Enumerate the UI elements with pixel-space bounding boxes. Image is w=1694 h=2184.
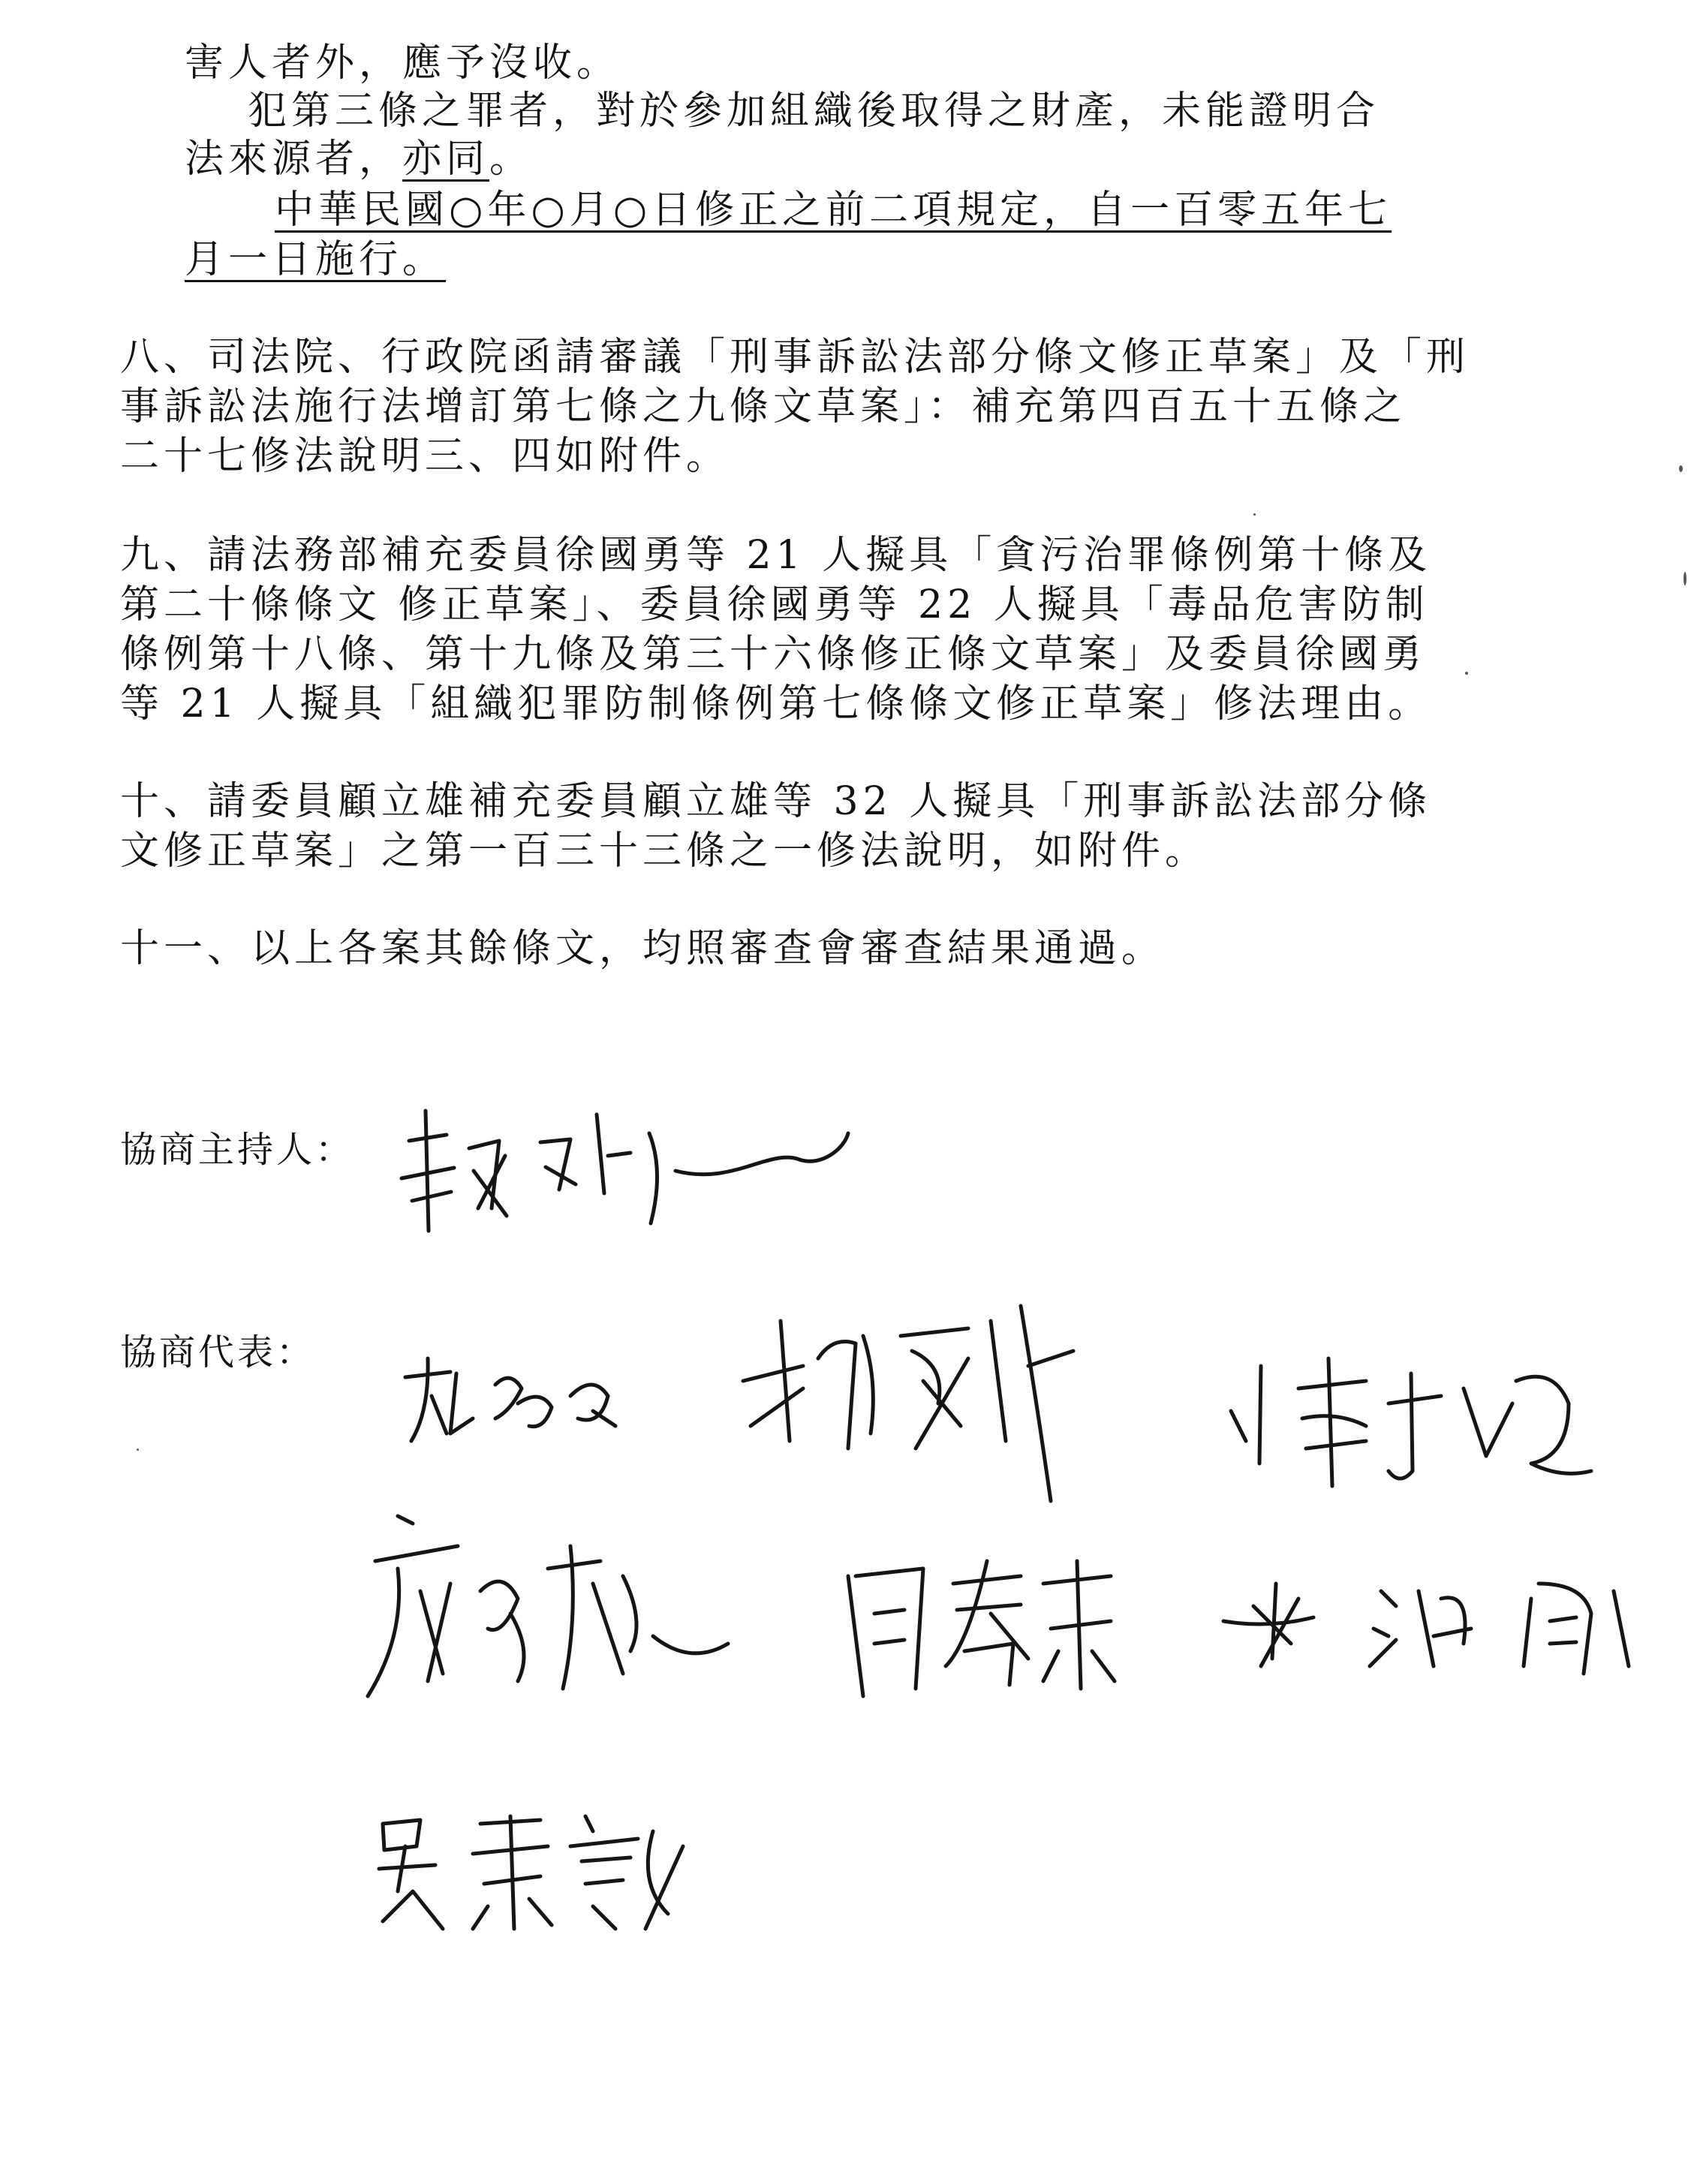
item-10-line-1: 十、請委員顧立雄補充委員顧立雄等 32 人擬具「刑事訴訟法部分條 (120, 779, 1432, 824)
representative-signature-7 (368, 1801, 713, 1944)
carryover-line-2: 犯第三條之罪者，對於參加組織後取得之財產，未能證明合 (248, 89, 1380, 134)
host-signature (379, 1096, 859, 1246)
carryover-line-3-suffix: 。 (489, 137, 534, 182)
item-8-line-1: 八、司法院、行政院函請審議「刑事訴訟法部分條文修正草案」及「刑 (120, 335, 1470, 380)
item-9-line-3: 條例第十八條、第十九條及第三十六條修正條文草案」及委員徐國勇 (120, 632, 1427, 677)
representative-signature-6 (1208, 1554, 1659, 1681)
carryover-line-1: 害人者外，應予沒收。 (185, 41, 621, 86)
host-label: 協商主持人： (120, 1129, 355, 1171)
item-8-line-2: 事訴訟法施行法增訂第七條之九條文草案」：補充第四百五十五條之 (120, 384, 1407, 429)
carryover-line-3 (185, 137, 534, 182)
item-9-line-1: 九、請法務部補充委員徐國勇等 21 人擬具「貪污治罪條例第十條及 (120, 533, 1432, 578)
item-8-line-3: 二十七修法說明三、四如附件。 (120, 434, 730, 479)
representatives-label: 協商代表： (120, 1331, 316, 1373)
scan-speck (1253, 513, 1256, 516)
amendment-line-2: 月一日施行。 (185, 237, 447, 282)
scan-speck (137, 1448, 139, 1451)
item-11-line: 十一、以上各案其餘條文，均照審查會審查結果通過。 (120, 926, 1166, 971)
item-9-line-4: 等 21 人擬具「組織犯罪防制條例第七條條文修正草案」修法理由。 (120, 681, 1432, 726)
representative-signature-1 (390, 1343, 638, 1456)
amendment-line-1: 中華民國○年○月○日修正之前二項規定，自一百零五年七 (275, 188, 1392, 233)
amended-text-mark: 亦同 (402, 137, 490, 182)
scan-speck (1683, 572, 1686, 585)
representative-signature-3 (1216, 1343, 1606, 1501)
item-10-line-2: 文修正草案」之第一百三十三條之一修法說明，如附件。 (120, 829, 1209, 874)
carryover-line-3-prefix: 法來源者， (185, 137, 403, 182)
item-9-line-2: 第二十條條文 修正草案」、委員徐國勇等 22 人擬具「毒品危害防制 (120, 582, 1429, 627)
scan-speck (1465, 672, 1468, 675)
representative-signature-5 (833, 1539, 1133, 1711)
scan-speck (1679, 465, 1683, 472)
representative-signature-4 (353, 1501, 743, 1726)
representative-signature-2 (721, 1276, 1111, 1516)
